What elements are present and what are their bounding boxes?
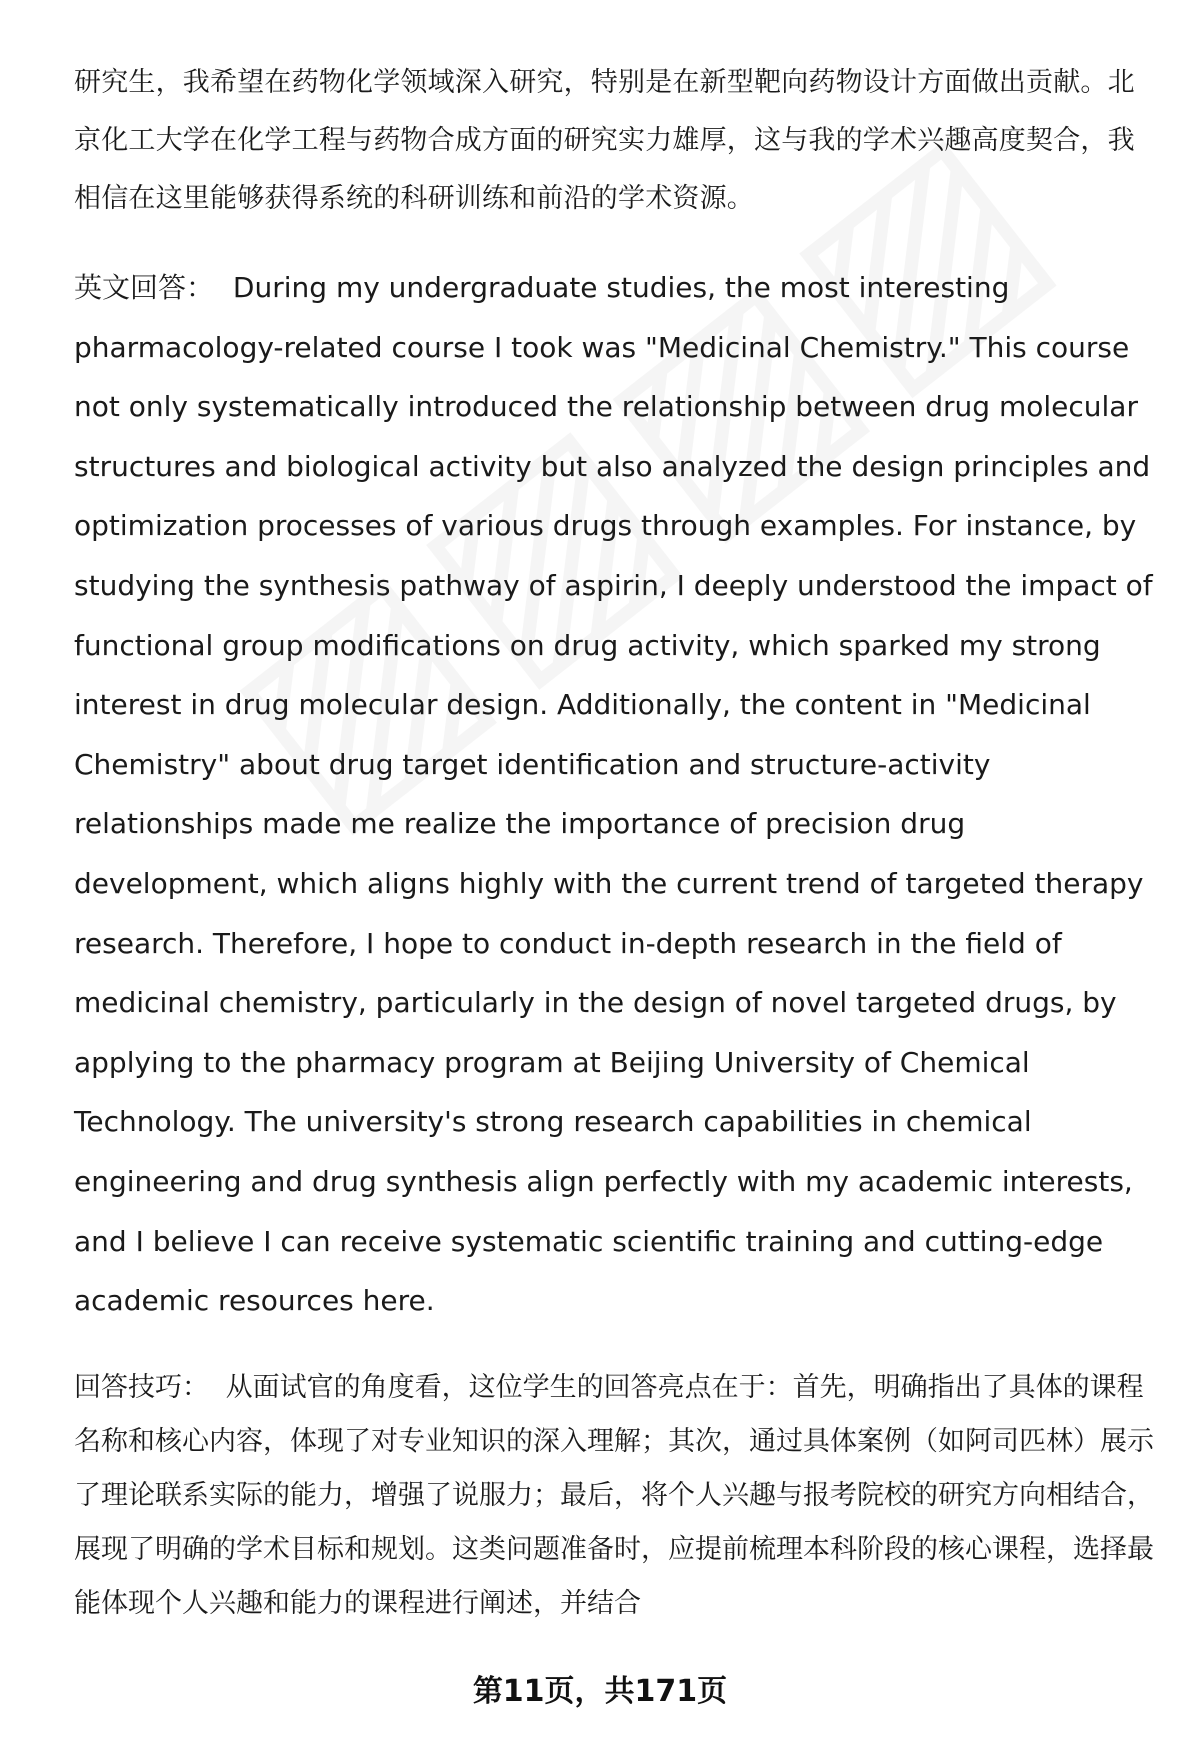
answer-tips-label: 回答技巧： xyxy=(74,1371,209,1403)
answer-tips-paragraph xyxy=(74,1361,1154,1631)
intro-paragraph xyxy=(74,54,1154,228)
answer-tips-text: 从面试官的角度看，这位学生的回答亮点在于：首先，明确指出了具体的课程名称和核心内容，体现了对专业知识的深入理解；其次，通过具体案例（如阿司匹林）展示了理论联系实际的能力，增强了说服力；最后，将个人兴趣与报考院校的研究方向相结合，展现了明确的学术目标和规划。这类问题准备时，应提前梳理本科阶段的核心课程，选择最能体现个人兴趣和能力的课程进行阐述，并结合 xyxy=(74,1371,1154,1619)
intro-paragraph-text: 研究生，我希望在药物化学领域深入研究，特别是在新型靶向药物设计方面做出贡献。北京化工大学在化学工程与药物合成方面的研究实力雄厚，这与我的学术兴趣高度契合，我相信在这里能够获得系统的科研训练和前沿的学术资源。 xyxy=(74,67,1135,214)
english-answer-text: During my undergraduate studies, the most interesting pharmacology-related course I took was "Medicinal Chemistry." This course not only systematically introduced the relationship between drug molecular structures and biological activity but also analyzed the design principles and optimization processes of various drugs through examples. For instance, by studying the synthesis pathway of aspirin, I deeply understood the impact of functional group modifications on drug activity, which sparked my strong interest in drug molecular design. Additionally, the content in "Medicinal Chemistry" about drug target identification and structure-activity relationships made me realize the importance of precision drug development, which aligns highly with the current trend of targeted therapy research. Therefore, I hope to conduct in-depth research in the field of medicinal chemistry, particularly in the design of novel targeted drugs, by applying to the pharmacy program at Beijing University of Chemical Technology. The university's strong research capabilities in chemical engineering and drug synthesis align perfectly with my academic interests, and I believe I can receive systematic scientific training and cutting-edge academic resources here. xyxy=(74,271,1153,1318)
page-footer xyxy=(0,1672,1200,1712)
english-answer-paragraph xyxy=(74,258,1154,1331)
english-answer-label: 英文回答： xyxy=(74,271,215,304)
page-content xyxy=(74,54,1154,1631)
paragraph-spacer xyxy=(74,1331,1154,1361)
page-number: 第11页，共171页 xyxy=(472,1674,728,1709)
paragraph-spacer xyxy=(74,228,1154,258)
